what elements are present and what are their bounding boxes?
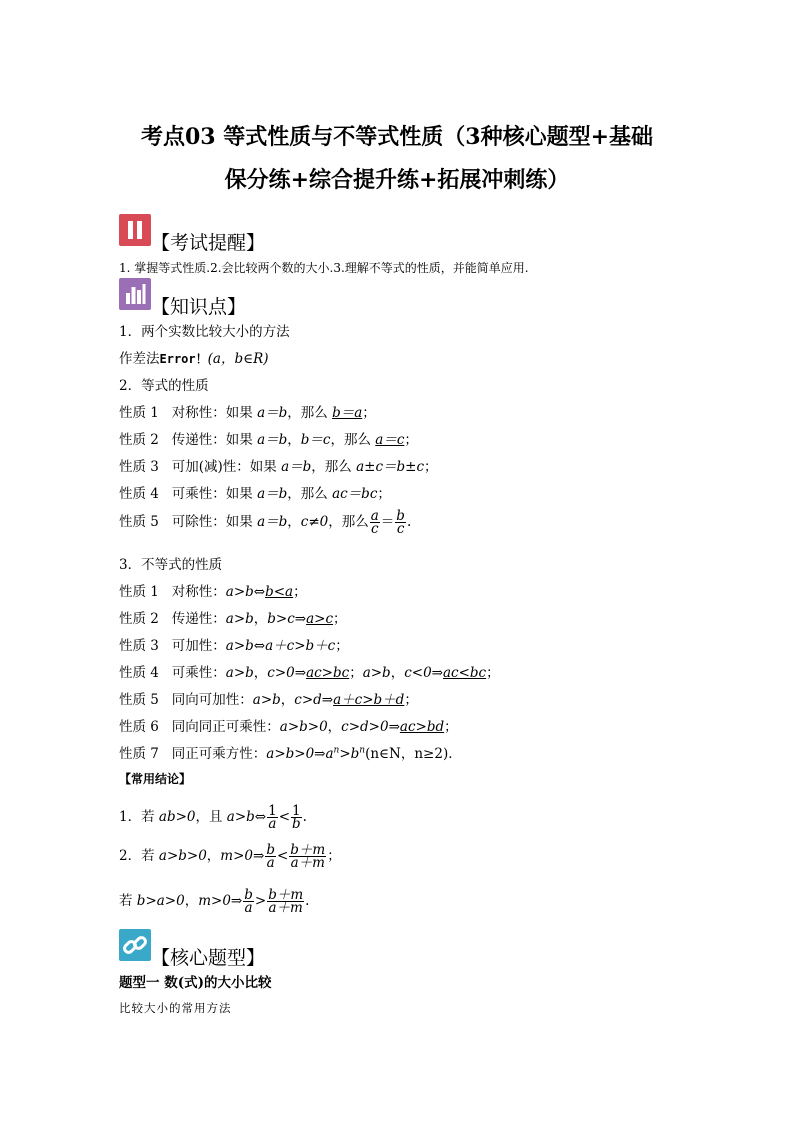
- text: ，: [206, 848, 221, 864]
- math: a＝b: [257, 405, 288, 421]
- prop-number: 性质 4: [119, 486, 159, 502]
- prop-number: 性质 2: [119, 611, 159, 627]
- text: .: [406, 514, 412, 530]
- numerator: b＋m: [268, 887, 304, 903]
- prop-number: 性质 6: [119, 719, 159, 735]
- prop-name: 同向同正可乘性：: [171, 719, 280, 735]
- fraction: [291, 805, 302, 830]
- answer-underlined: a＝c: [375, 432, 405, 448]
- prop-number: 性质 1: [119, 584, 159, 600]
- prop-number: 性质 2: [119, 432, 159, 448]
- k2-prop2: [119, 428, 418, 448]
- math: (n∈N，n≥2)．: [365, 746, 462, 762]
- math: a＝b: [257, 486, 288, 502]
- common-c3: [119, 889, 309, 914]
- prop-number: 性质 1: [119, 405, 159, 421]
- prop-number: 性质 5: [119, 514, 159, 530]
- numerator: b＋m: [290, 842, 326, 858]
- prop-name: 传递性：如果: [171, 432, 258, 448]
- answer-underlined: b<a: [265, 584, 294, 600]
- text: ，: [184, 893, 199, 909]
- k1-error: Error！: [159, 352, 208, 366]
- fraction: [395, 510, 406, 535]
- denominator: c: [396, 521, 405, 537]
- text: ，那么: [328, 514, 369, 530]
- denominator: c: [370, 521, 379, 537]
- prop-number: 性质 3: [119, 459, 159, 475]
- k2-title: 2．等式的性质: [119, 378, 209, 394]
- prop-number: 性质 7: [119, 746, 159, 762]
- k1-cond: (a，b∈R): [207, 351, 269, 367]
- math: c>d⇒: [294, 692, 334, 708]
- answer-underlined: ac>bd: [399, 719, 445, 735]
- numerator: b: [396, 508, 405, 524]
- k3-prop4: [119, 661, 500, 681]
- prop-number: 性质 4: [119, 665, 159, 681]
- answer-underlined: b＝a: [332, 405, 363, 421]
- k3-prop1: [119, 580, 307, 600]
- k3-prop6: [119, 715, 458, 735]
- prop-name: 对称性：: [171, 584, 226, 600]
- prop-name: 可加性：: [171, 638, 226, 654]
- link-chain-icon: [119, 929, 151, 961]
- text: 若: [119, 893, 137, 909]
- text: ；: [424, 459, 438, 475]
- math: ac＝bc: [332, 486, 378, 502]
- text: ，: [287, 514, 301, 530]
- fraction: [267, 805, 278, 830]
- text: ，: [287, 432, 301, 448]
- text: ＝: [380, 514, 395, 530]
- prop-name: 可乘性：如果: [171, 486, 258, 502]
- numerator: a: [370, 508, 379, 524]
- text: 1．若: [119, 809, 159, 825]
- prop-name: 可乘性：: [171, 665, 226, 681]
- k1-method: [119, 347, 269, 367]
- prop-name: 可除性：如果: [171, 514, 258, 530]
- answer-underlined: ac<bc: [442, 665, 487, 681]
- numerator: 1: [292, 803, 301, 819]
- document-title-line2: 保分练+综合提升练+拓展冲刺练）: [224, 167, 570, 193]
- k3-title: 3．不等式的性质: [119, 557, 223, 573]
- text: ，: [253, 665, 268, 681]
- math: c>d>0⇒: [341, 719, 400, 735]
- denominator: a＋m: [290, 855, 325, 871]
- pause-bars-icon: [119, 214, 151, 246]
- numerator: b: [244, 887, 253, 903]
- text: ，且: [195, 809, 227, 825]
- math: a>b⇔a＋c>b＋c: [225, 638, 336, 654]
- k3-prop2: [119, 607, 347, 627]
- math: m>0⇒: [198, 893, 243, 909]
- text: ；: [333, 611, 347, 627]
- k3-prop3: [119, 634, 349, 654]
- denominator: a: [268, 816, 277, 832]
- text: ，: [390, 665, 405, 681]
- math: b＝c: [300, 432, 331, 448]
- exam-reminder-heading: 【考试提醒】: [151, 232, 266, 254]
- answer-underlined: ac>bc: [306, 665, 350, 681]
- math: a＝b: [281, 459, 312, 475]
- math: a>b: [225, 611, 254, 627]
- superscript: n: [333, 745, 340, 756]
- math: a>b: [252, 692, 281, 708]
- k2-prop1: [119, 401, 376, 421]
- text: ，那么: [287, 405, 333, 421]
- math: m>0⇒: [220, 848, 265, 864]
- text: ；: [404, 692, 418, 708]
- text: ，: [253, 611, 268, 627]
- k2-prop4: [119, 482, 391, 502]
- math: b>c⇒: [267, 611, 307, 627]
- text: ；: [377, 486, 391, 502]
- document-title-line1: 考点03 等式性质与不等式性质（3种核心题型+基础: [140, 124, 654, 150]
- text: ，那么: [311, 459, 357, 475]
- prop-name: 同正可乘方性：: [171, 746, 267, 762]
- numerator: b: [266, 842, 275, 858]
- prop-name: 可加(减)性：如果: [171, 459, 282, 475]
- k1-title: 1．两个实数比较大小的方法: [119, 324, 290, 340]
- type1-title: 题型一 数(式)的大小比较: [119, 975, 272, 991]
- text: ，那么: [330, 432, 376, 448]
- text: .: [302, 809, 307, 825]
- common-c2: [119, 844, 341, 869]
- knowledge-heading: 【知识点】: [151, 296, 247, 318]
- k1-method-label: 作差法: [119, 351, 160, 367]
- text: ；: [293, 584, 307, 600]
- prop-number: 性质 3: [119, 638, 159, 654]
- math: a>b>0: [158, 848, 207, 864]
- math: a>b>0⇒a: [266, 746, 334, 762]
- text: ，: [327, 719, 342, 735]
- math: ab>0: [158, 809, 196, 825]
- denominator: b: [292, 816, 301, 832]
- math: a>b⇔: [225, 584, 266, 600]
- text: ，那么: [287, 486, 333, 502]
- text: ；: [327, 848, 341, 864]
- text: >: [254, 893, 267, 909]
- bar-chart-icon: [119, 278, 151, 310]
- exam-reminder-text: 1. 掌握等式性质.2.会比较两个数的大小.3.理解不等式的性质，并能简单应用.: [119, 261, 529, 275]
- type1-subtitle: 比较大小的常用方法: [119, 1001, 232, 1015]
- math: a>b: [225, 665, 254, 681]
- fraction: [243, 889, 254, 914]
- fraction: [265, 844, 276, 869]
- core-types-heading: 【核心题型】: [151, 947, 266, 969]
- math: c>0⇒: [267, 665, 307, 681]
- math: a＝b: [257, 514, 288, 530]
- text: <: [278, 809, 291, 825]
- text: ；: [349, 665, 363, 681]
- text: ；: [335, 638, 349, 654]
- fraction: [267, 889, 304, 914]
- prop-name: 同向可加性：: [171, 692, 253, 708]
- fraction: [370, 510, 380, 535]
- prop-name: 对称性：如果: [171, 405, 258, 421]
- fraction: [289, 844, 326, 869]
- k2-prop3: [119, 455, 438, 475]
- common-conclusions-heading: 【常用结论】: [119, 772, 192, 786]
- math: >b: [339, 746, 360, 762]
- text: ；: [486, 665, 500, 681]
- math: c<0⇒: [404, 665, 443, 681]
- prop-name: 传递性：: [171, 611, 226, 627]
- prop-number: 性质 5: [119, 692, 159, 708]
- math: c≠0: [300, 514, 329, 530]
- math: a>b>0: [279, 719, 328, 735]
- k2-prop5: [119, 510, 411, 535]
- denominator: a＋m: [268, 900, 303, 916]
- denominator: a: [266, 855, 275, 871]
- answer-underlined: a>c: [306, 611, 334, 627]
- text: ；: [404, 432, 418, 448]
- text: .: [305, 893, 310, 909]
- math: a>b: [362, 665, 391, 681]
- numerator: 1: [268, 803, 277, 819]
- denominator: a: [244, 900, 253, 916]
- math: a>b⇔: [226, 809, 267, 825]
- superscript: n: [359, 745, 366, 756]
- common-c1: [119, 805, 307, 830]
- k3-prop7: [119, 742, 462, 762]
- math: b>a>0: [136, 893, 185, 909]
- text: ；: [444, 719, 458, 735]
- answer-underlined: a＋c>b＋d: [333, 692, 405, 708]
- math: a±c＝b±c: [356, 459, 425, 475]
- text: ，: [280, 692, 295, 708]
- text: ；: [362, 405, 376, 421]
- k3-prop5: [119, 688, 418, 708]
- math: a＝b: [257, 432, 288, 448]
- text: 2．若: [119, 848, 159, 864]
- text: <: [276, 848, 289, 864]
